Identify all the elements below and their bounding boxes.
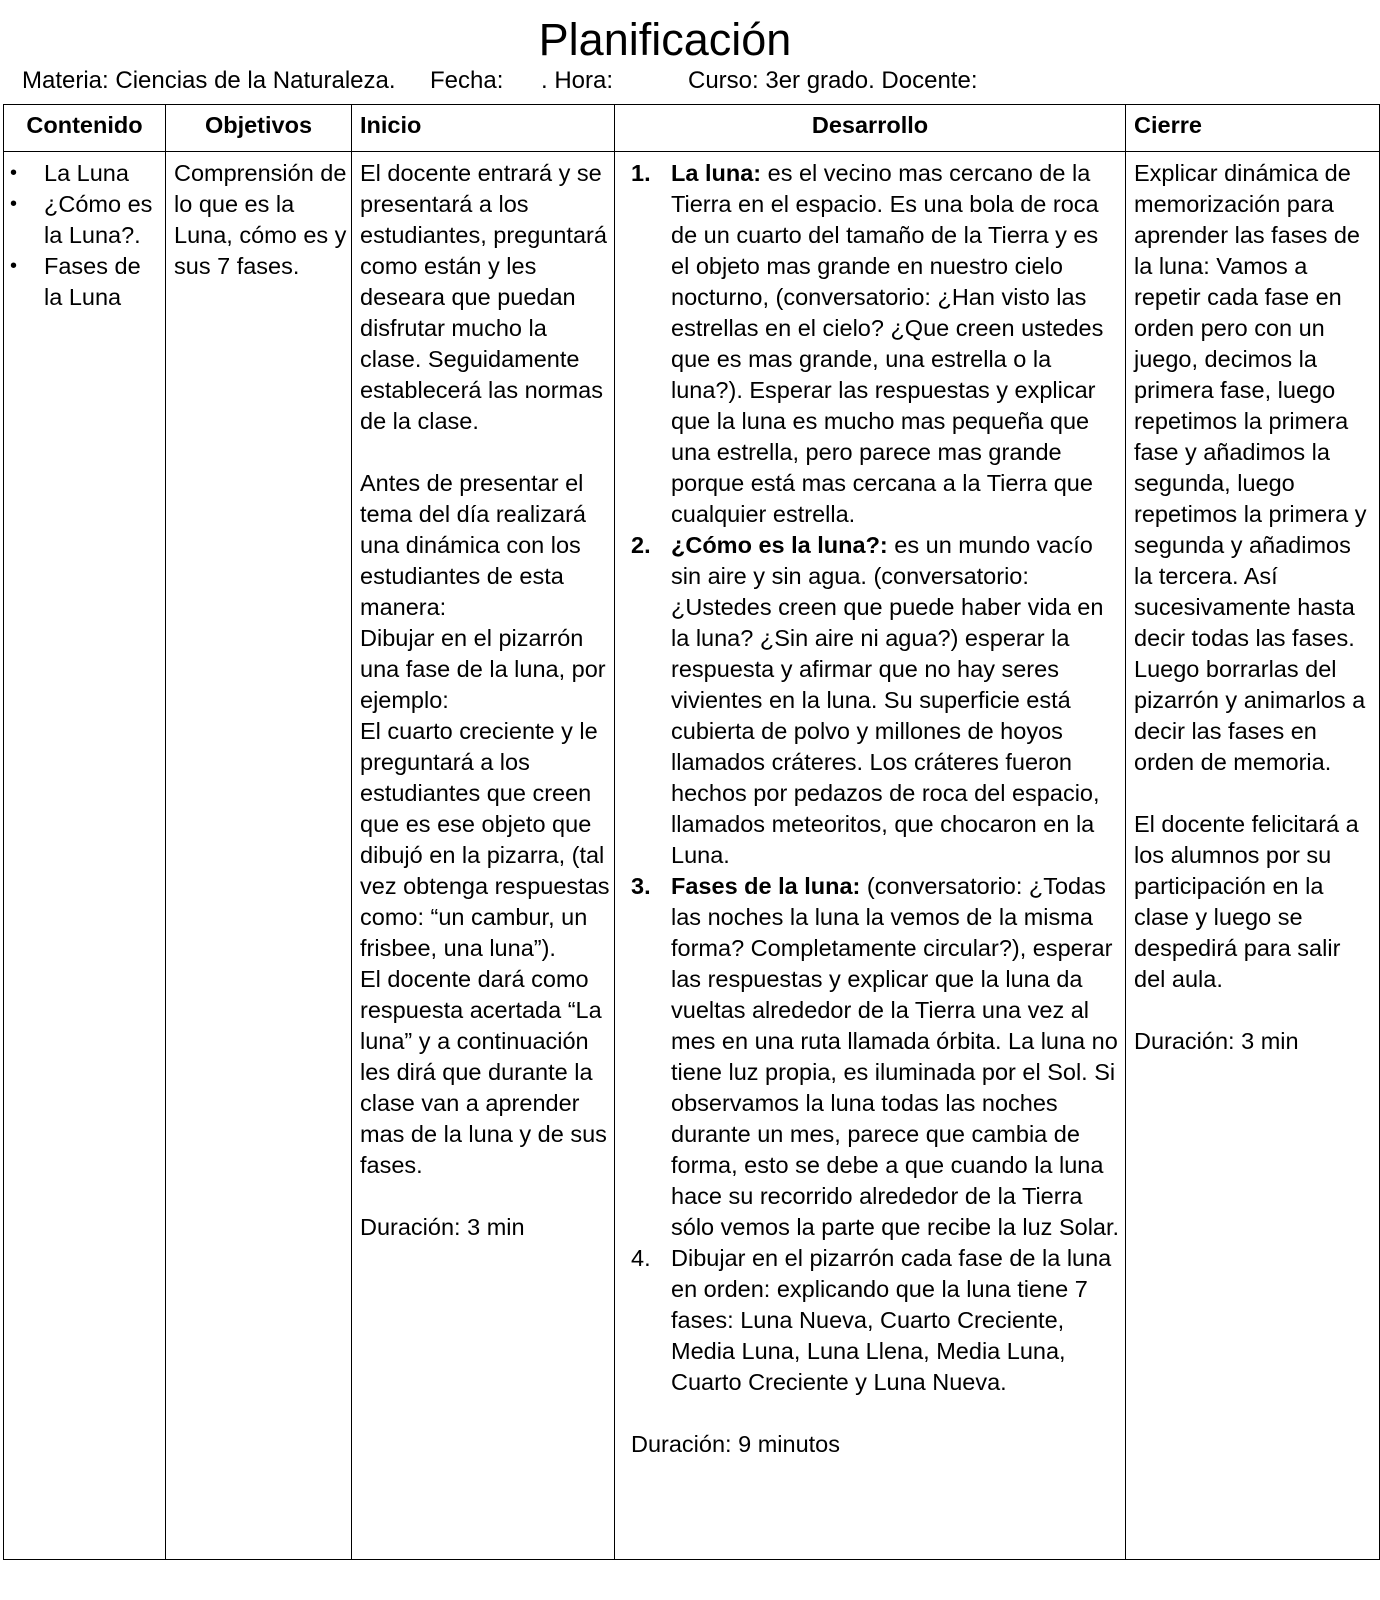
item-heading: ¿Cómo es la luna?: [671, 532, 888, 558]
item-text: es el vecino mas cercano de la Tierra en el espacio. Es una bola de roca de un cuarto del tamaño de la Tierra y es el objeto mas grande en nuestro cielo nocturno, (conversatorio: ¿Han visto las estrellas en el cielo? ¿Que creen ustedes que es mas grande, una estrella o la luna?). Esperar las respuestas y explicar que la luna es mucho mas pequeña que una estrella, pero parece mas grande porque está mas cercana a la Tierra que cualquier estrella. [671, 160, 1104, 527]
inicio-paragraph: Dibujar en el pizarrón una fase de la luna, por ejemplo: [360, 625, 606, 713]
cierre-paragraph: Explicar dinámica de memorización para aprender las fases de la luna: Vamos a repetir cada fase en orden pero con un juego, decimos la primera fase, luego repetimos la primera fase y añadimos la segunda, luego repetimos la primera y segunda y añadimos la tercera. Así sucesivamente hasta decir todas las fases. Luego borrarlas del pizarrón y animarlos a decir las fases en orden de memoria. [1134, 160, 1367, 775]
desarrollo-cell [615, 152, 1126, 1560]
page-title: Planificación [538, 14, 792, 65]
inicio-paragraph: El cuarto creciente y le preguntará a los estudiantes que creen que es ese objeto que dibujó en la pizarra, (tal vez obtenga respuestas como: “un cambur, un frisbee, una luna”). [360, 718, 610, 961]
list-item [631, 871, 1121, 1243]
date-label: Fecha: [430, 67, 504, 94]
time-label: . Hora: [541, 67, 614, 94]
item-text: Dibujar en el pizarrón cada fase de la luna en orden: explicando que la luna tiene 7 fases: Luna Nueva, Cuarto Creciente, Media Luna, Luna Llena, Media Luna, Cuarto Creciente y Luna Nueva. [671, 1245, 1112, 1395]
cierre-paragraph: El docente felicitará a los alumnos por su participación en la clase y luego se despedirá para salir del aula. [1134, 811, 1359, 992]
item-text: es un mundo vacío sin aire y sin agua. (conversatorio: ¿Ustedes creen que puede haber vida en la luna? ¿Sin aire ni agua?) esperar la respuesta y afirmar que no hay seres vivientes en la luna. Su superficie está cubierta de polvo y millones de hoyos llamados cráteres. Los cráteres fueron hechos por pedazos de roca del espacio, llamados meteoritos, que chocaron en la Luna. [671, 532, 1104, 868]
item-heading: Fases de la luna: [671, 873, 861, 899]
cierre-duration: Duración: 3 min [1134, 1028, 1299, 1054]
contenido-list [4, 158, 165, 313]
list-item: • La Luna [10, 158, 165, 189]
list-item: • ¿Cómo es la Luna?. [10, 189, 165, 251]
item-text: (conversatorio: ¿Todas las noches la luna la vemos de la misma forma? Completamente circular?), esperar las respuestas y explicar que la luna da vueltas alrededor de la Tierra una vez al mes en una ruta llamada órbita. La luna no tiene luz propia, es iluminada por el Sol. Si observamos la luna todas las noches durante un mes, parece que cambia de forma, esto se debe a que cuando la luna hace su recorrido alrededor de la Tierra sólo vemos la parte que recibe la luz Solar. [671, 873, 1120, 1240]
inicio-cell [352, 152, 615, 1560]
objetivos-cell [166, 152, 352, 1560]
list-item [631, 1243, 1121, 1398]
subject-label: Materia: Ciencias de la Naturaleza. [22, 67, 396, 94]
header-objetivos: Objetivos [166, 105, 352, 152]
course-teacher-label: Curso: 3er grado. Docente: [688, 67, 978, 94]
header-cierre: Cierre [1126, 105, 1380, 152]
desarrollo-list [623, 158, 1121, 1398]
item-heading: La luna: [671, 160, 762, 186]
list-item: • Fases de la Luna [10, 251, 165, 313]
inicio-paragraph: Antes de presentar el tema del día realizará una dinámica con los estudiantes de esta manera: [360, 470, 586, 620]
inicio-paragraph: El docente dará como respuesta acertada “La luna” y a continuación les dirá que durante la clase van a aprender mas de la luna y de sus fases. [360, 966, 607, 1178]
list-item [631, 530, 1121, 871]
item-number: 4. [631, 1245, 651, 1271]
list-item [631, 158, 1121, 530]
header-row [4, 105, 1380, 152]
item-number: 1. [631, 160, 651, 186]
item-number: 2. [631, 532, 651, 558]
inicio-duration: Duración: 3 min [360, 1214, 525, 1240]
contenido-cell [4, 152, 166, 1560]
content-row [4, 152, 1380, 1560]
header-inicio: Inicio [352, 105, 615, 152]
header-contenido: Contenido [4, 105, 166, 152]
inicio-paragraph: El docente entrará y se presentará a los estudiantes, preguntará como están y les deseara que puedan disfrutar mucho la clase. Seguidamente establecerá las normas de la clase. [360, 160, 607, 434]
cierre-cell [1126, 152, 1380, 1560]
planning-table [3, 104, 1380, 1560]
item-number: 3. [631, 873, 651, 899]
header-desarrollo: Desarrollo [615, 105, 1126, 152]
objetivos-text: Comprensión de lo que es la Luna, cómo es y sus 7 fases. [174, 160, 347, 279]
desarrollo-duration: Duración: 9 minutos [631, 1431, 840, 1457]
